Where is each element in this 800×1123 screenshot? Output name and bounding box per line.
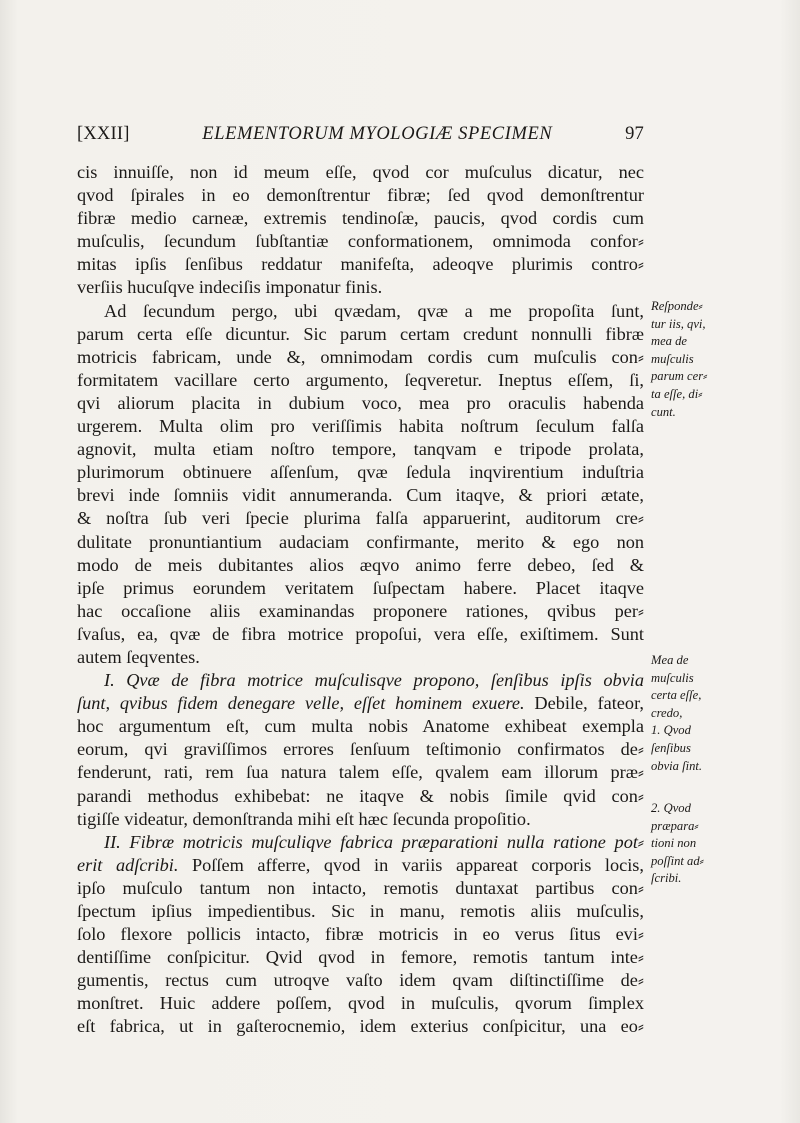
- line-text: parum certa eſſe dicuntur. Sic parum certam credunt nonnulli fibræ: [77, 323, 644, 344]
- text-line: [77, 600, 644, 623]
- text-line: [77, 323, 644, 346]
- running-head: [77, 124, 644, 145]
- margin-note-line: poſſint ad⸗: [651, 853, 704, 868]
- italic-heading: I. Qvæ de fibra motrice muſculisqve propono, ſenſibus ipſis obvia: [104, 670, 644, 691]
- margin-note-line: certa eſſe,: [651, 688, 702, 703]
- text-line: [77, 369, 644, 392]
- line-text: gumentis, rectus cum utroqve vaſto idem qvam diſtinctiſſime de⸗: [77, 970, 644, 991]
- line-text: dulitate pronuntiantium audaciam confirmante, merito & ego non: [77, 531, 644, 552]
- text-line: [77, 785, 644, 808]
- text-line: [77, 692, 644, 715]
- text-line: [77, 484, 644, 507]
- text-line: [77, 900, 644, 923]
- text-line: [77, 946, 644, 969]
- margin-note-line: 1. Qvod: [651, 723, 691, 738]
- text-line: [77, 623, 644, 646]
- margin-note-line: parum cer⸗: [651, 369, 708, 384]
- text-line: [77, 415, 644, 438]
- text-line: [77, 392, 644, 415]
- text-line: [77, 531, 644, 554]
- line-text: ſpectum ipſius impedientibus. Sic in manu, remotis aliis muſculis,: [77, 901, 644, 921]
- text-line: [77, 1015, 644, 1038]
- margin-note-line: ſenſibus: [651, 740, 691, 755]
- text-line: [77, 346, 644, 369]
- text-line: [77, 646, 644, 669]
- line-text: parandi methodus exhibebat: ne itaqve & nobis ſimile qvid con⸗: [77, 785, 644, 806]
- margin-note-line: Reſponde⸗: [651, 299, 703, 313]
- text-line: [77, 761, 644, 784]
- text-line: [77, 715, 644, 738]
- text-line: [77, 877, 644, 900]
- text-line: [77, 461, 644, 484]
- line-text: eſt fabrica, ut in gaſterocnemio, idem exterius conſpicitur, una eo⸗: [77, 1016, 644, 1037]
- line-text: ſvaſus, ea, qvæ de fibra motrice propoſui, vera eſſe, exiſtimem. Sunt: [77, 623, 644, 644]
- margin-note-line: mea de: [651, 334, 688, 349]
- text-line: [77, 230, 644, 253]
- margin-note-line: muſculis: [651, 351, 694, 366]
- text-line: [77, 554, 644, 577]
- line-text: plurimorum obtinuere aſſenſum, qvæ ſedula inqvirentium induſtria: [77, 462, 644, 483]
- section-marker: [XXII]: [77, 124, 130, 144]
- line-text: formitatem vacillare certo argumento, ſeqveretur. Ineptus eſſem, ſi,: [77, 369, 644, 390]
- margin-note-line: ſcribi.: [651, 871, 682, 886]
- text-line: [77, 808, 644, 831]
- text-line: [77, 738, 644, 761]
- page-number: 97: [625, 124, 644, 144]
- margin-note-1: [651, 298, 741, 421]
- italic-heading: erit adſcribi.: [77, 854, 179, 875]
- line-text: Poſſem afferre, qvod in variis appareat corporis locis,: [178, 854, 644, 875]
- text-line: [77, 507, 644, 530]
- line-text: cis innuiſſe, non id meum eſſe, qvod cor muſculus dicatur, nec: [77, 162, 644, 182]
- text-line: [77, 854, 644, 877]
- line-text: fenderunt, rati, rem ſua natura talem eſſe, qvalem eam illorum præ⸗: [77, 762, 644, 783]
- margin-note-2: [651, 652, 741, 775]
- body-text: [77, 161, 644, 1039]
- text-line: [77, 253, 644, 276]
- margin-note-line: 2. Qvod: [651, 801, 691, 815]
- margin-note-line: Mea de: [651, 653, 689, 667]
- line-text: Debile, fateor,: [524, 693, 644, 714]
- line-text: urgerem. Multa olim pro veriſſimis habita noſtrum ſeculum falſa: [77, 416, 644, 437]
- margin-note-line: muſculis: [651, 670, 694, 685]
- line-text: ipſe primus eorundem veritatem ſuſpectam habere. Placet itaqve: [77, 577, 644, 598]
- line-text: motricis fabricam, unde &, omnimodam cordis cum muſculis con⸗: [77, 346, 644, 367]
- margin-note-line: credo,: [651, 705, 683, 720]
- text-line: [77, 161, 644, 184]
- margin-note-line: præpara⸗: [651, 818, 699, 833]
- line-text: monſtret. Huic addere poſſem, qvod in muſculis, qvorum ſimplex: [77, 993, 644, 1014]
- line-text: hoc argumentum eſt, cum multa nobis Anatome exhibeat exempla: [77, 716, 644, 737]
- text-line: [77, 184, 644, 207]
- line-text: fibræ medio carneæ, extremis tendinoſæ, paucis, qvod cordis cum: [77, 208, 644, 229]
- line-text: dentiſſime conſpicitur. Qvid qvod in femore, remotis tantum inte⸗: [77, 947, 644, 968]
- margin-note-line: tur iis, qvi,: [651, 316, 706, 331]
- line-text: & noſtra ſub veri ſpecie plurima falſa apparuerint, auditorum cre⸗: [77, 508, 644, 529]
- margin-note-line: tioni non: [651, 836, 697, 851]
- line-text: hac occaſione aliis examinandas proponere rationes, qvibus per⸗: [77, 600, 644, 621]
- line-text: qvod ſpirales in eo demonſtrentur fibræ; ſed qvod demonſtrentur: [77, 185, 644, 206]
- text-line: [77, 577, 644, 600]
- margin-note-line: cunt.: [651, 404, 676, 419]
- text-line: [77, 438, 644, 461]
- line-text: modo de meis dubitantes alios æqvo animo ferre debeo, ſed &: [77, 554, 644, 575]
- line-text: mitas ipſis ſenſibus reddatur manifeſta, adeoqve plurimis contro⸗: [77, 254, 644, 275]
- text-line: [77, 300, 644, 323]
- line-text: muſculis, ſecundum ſubſtantiæ conformationem, omnimoda confor⸗: [77, 231, 644, 252]
- margin-note-line: ta eſſe, di⸗: [651, 386, 703, 401]
- text-line: [77, 969, 644, 992]
- running-title: ELEMENTORUM MYOLOGIÆ SPECIMEN: [202, 124, 553, 144]
- text-line: [77, 669, 644, 692]
- line-text: ſolo flexore pollicis intacto, fibræ motricis in eo verus ſitus evi⸗: [77, 924, 644, 945]
- text-line: [77, 831, 644, 854]
- line-text: eorum, qvi graviſſimos errores ſenſuum teſtimonio confirmatos de⸗: [77, 739, 644, 760]
- line-text: qvi aliorum placita in dubium voco, mea pro oraculis habenda: [77, 392, 644, 413]
- line-text: Ad ſecundum pergo, ubi qvædam, qvæ a me propoſita ſunt,: [104, 300, 644, 321]
- margin-note-line: obvia ſint.: [651, 758, 703, 773]
- text-line: [77, 276, 644, 299]
- line-text: autem ſeqventes.: [77, 646, 200, 667]
- italic-heading: ſunt, qvibus fidem denegare velle, eſſet hominem exuere.: [77, 693, 525, 714]
- text-line: [77, 992, 644, 1015]
- margin-note-3: [651, 800, 741, 888]
- line-text: ipſo muſculo tantum non intacto, remotis duntaxat partibus con⸗: [77, 877, 644, 898]
- text-line: [77, 923, 644, 946]
- line-text: agnovit, multa etiam noſtro tempore, tanqvam e tripode prolata,: [77, 439, 644, 460]
- line-text: brevi inde ſomniis vidit annumeranda. Cum itaqve, & priori ætate,: [77, 485, 644, 506]
- text-line: [77, 207, 644, 230]
- line-text: verſiis hucuſqve indeciſis imponatur finis.: [77, 277, 383, 298]
- italic-heading: II. Fibræ motricis muſculiqve fabrica præparationi nulla ratione pot⸗: [104, 831, 644, 852]
- line-text: tigiſſe videatur, demonſtranda mihi eſt hæc ſecunda propoſitio.: [77, 808, 531, 829]
